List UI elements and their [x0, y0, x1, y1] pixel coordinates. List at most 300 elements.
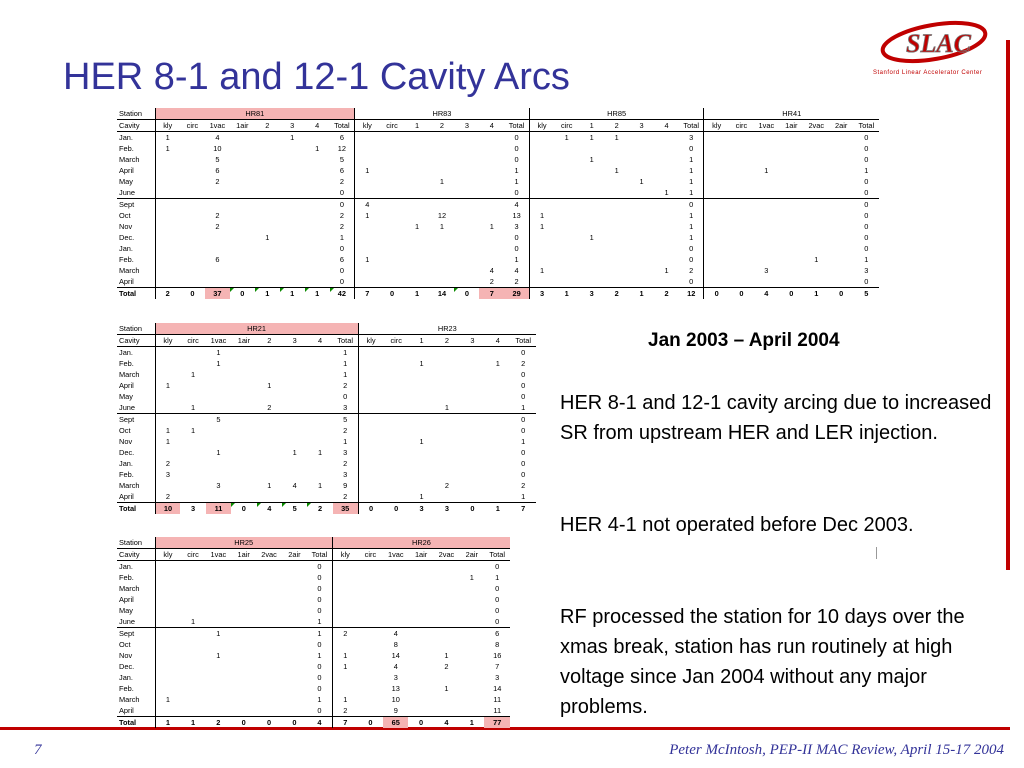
table-cell — [579, 221, 604, 232]
table-cell: 2 — [521, 359, 526, 368]
table-cell — [460, 458, 485, 469]
table-cell — [231, 705, 256, 717]
table-cell — [380, 132, 405, 144]
column-header: kly — [358, 335, 383, 347]
table-cell — [358, 358, 383, 369]
table-cell — [358, 447, 383, 458]
note-paragraph-1: HER 8-1 and 12-1 cavity arcing due to increased SR from upstream HER and LER injection. — [560, 392, 992, 444]
table-cell: 0 — [521, 348, 526, 357]
row-label: Feb. — [119, 359, 134, 368]
table-cell: 1 — [317, 629, 322, 638]
table-cell — [554, 265, 579, 276]
cavity-header-row — [117, 120, 879, 132]
row-label: Dec. — [119, 233, 135, 242]
table-cell — [155, 276, 180, 288]
table-cell — [155, 402, 180, 414]
table-cell — [230, 165, 255, 176]
table-cell — [255, 176, 280, 187]
table-cell: 0 — [689, 244, 694, 253]
total-cell: 3 — [434, 503, 459, 515]
table-cell — [155, 705, 180, 717]
table-cell: 3 — [764, 266, 769, 275]
table-cell — [729, 143, 754, 154]
table-cell: 0 — [689, 255, 694, 264]
table-cell — [604, 187, 629, 199]
station-row — [117, 537, 510, 549]
table-cell — [754, 254, 779, 265]
table-cell — [256, 616, 281, 628]
table-cell — [256, 561, 281, 573]
column-header: kly — [155, 335, 180, 347]
table-cell: 1 — [216, 629, 221, 638]
table-cell — [280, 176, 305, 187]
total-cell: 0 — [384, 503, 409, 515]
table-cell — [384, 480, 409, 491]
table-cell — [729, 154, 754, 165]
table-cell — [282, 583, 307, 594]
table-cell: 1 — [679, 187, 704, 199]
table-cell — [408, 639, 433, 650]
table-cell — [231, 661, 256, 672]
total-cell: 0 — [704, 288, 729, 300]
table-cell: 1 — [529, 210, 554, 221]
table-cell — [231, 469, 256, 480]
table-cell — [155, 391, 180, 402]
table-cell — [409, 480, 434, 491]
table-cell — [729, 254, 754, 265]
table-cell: 12 — [437, 211, 447, 220]
table-cell — [454, 143, 479, 154]
table-cell — [282, 347, 307, 359]
table-cell — [180, 458, 205, 469]
table-cell — [206, 683, 231, 694]
table-cell — [604, 210, 629, 221]
total-cell: 2 — [654, 288, 679, 300]
table-cell — [554, 276, 579, 288]
table-cell — [155, 414, 180, 426]
total-cell: 0 — [231, 503, 256, 515]
total-cell: 2 — [604, 288, 629, 300]
total-cell: 0 — [358, 717, 383, 729]
table-cell — [231, 672, 256, 683]
row-label: Sept — [119, 200, 135, 209]
table-cell — [779, 143, 804, 154]
table-cell — [434, 594, 459, 605]
table-cell: 1 — [191, 370, 196, 379]
table-cell — [280, 143, 305, 154]
table-cell: 2 — [332, 628, 357, 640]
table-cell — [409, 380, 434, 391]
table-cell — [257, 469, 282, 480]
table-cell: 0 — [521, 370, 526, 379]
accent-rule-vertical — [1006, 40, 1010, 570]
table-cell — [405, 165, 430, 176]
footer-text: Peter McIntosh, PEP-II MAC Review, April 15-17 2004 — [669, 742, 1004, 758]
table-cell — [654, 232, 679, 243]
table-cell — [231, 616, 256, 628]
table-cell — [729, 210, 754, 221]
table-cell — [460, 358, 485, 369]
column-header: 3 — [454, 120, 479, 132]
table-cell: 1 — [489, 222, 494, 231]
table-cell — [155, 605, 180, 616]
table-cell — [383, 583, 408, 594]
table-cell: 3 — [333, 402, 358, 414]
table-cell — [434, 447, 459, 458]
table-cell — [579, 254, 604, 265]
table-cell — [231, 458, 256, 469]
table-cell — [479, 132, 504, 144]
table-cell — [180, 358, 205, 369]
table-cell — [383, 605, 408, 616]
total-cell: 10 — [155, 503, 180, 515]
table-cell — [280, 154, 305, 165]
table-cell: 2 — [215, 177, 220, 186]
total-cell: 1 — [804, 288, 829, 300]
column-header: 4 — [485, 335, 510, 347]
table-cell — [383, 561, 408, 573]
row-label: May — [119, 177, 133, 186]
table-cell — [384, 469, 409, 480]
table-cell — [280, 221, 305, 232]
table-cell — [155, 154, 180, 165]
table-cell: 0 — [514, 133, 519, 142]
table-cell: 5 — [215, 155, 220, 164]
table-cell — [384, 447, 409, 458]
table-cell — [180, 705, 205, 717]
total-cell: 0 — [729, 288, 754, 300]
table-cell: 0 — [317, 562, 322, 571]
table-row — [117, 165, 879, 176]
table-cell — [804, 187, 829, 199]
table-cell — [155, 243, 180, 254]
total-cell: 2 — [206, 717, 231, 729]
column-header: Total — [510, 335, 536, 347]
table-cell — [729, 276, 754, 288]
table-cell — [155, 572, 180, 583]
table-cell — [231, 491, 256, 503]
table-cell — [829, 199, 854, 211]
table-cell: 1 — [529, 221, 554, 232]
table-cell: 0 — [864, 144, 869, 153]
table-cell: 3 — [864, 266, 869, 275]
column-header: circ — [358, 549, 383, 561]
table-cell: 1 — [689, 177, 694, 186]
table-cell — [256, 661, 281, 672]
table-cell — [257, 458, 282, 469]
total-cell: 4 — [307, 717, 332, 729]
table-cell — [358, 694, 383, 705]
table-cell: 4 — [215, 133, 220, 142]
total-row — [117, 288, 879, 300]
table-cell: 13 — [512, 211, 521, 220]
table-cell — [434, 705, 459, 717]
row-label: Oct — [119, 640, 131, 649]
row-label: March — [119, 584, 140, 593]
table-cell — [205, 232, 230, 243]
table-cell — [434, 672, 459, 683]
table-cell — [604, 276, 629, 288]
table-row — [117, 414, 536, 426]
table-cell — [804, 132, 829, 144]
table-row — [117, 276, 879, 288]
total-cell: 37 — [205, 288, 230, 300]
table-cell: 1 — [614, 166, 619, 175]
table-cell — [779, 276, 804, 288]
table-cell: 0 — [864, 233, 869, 242]
table-cell — [434, 369, 459, 380]
column-header: 2air — [829, 120, 854, 132]
table-cell — [155, 650, 180, 661]
row-label: March — [119, 266, 140, 275]
table-cell — [459, 661, 484, 672]
table-cell — [629, 154, 654, 165]
station-name-hr21: HR21 — [155, 323, 358, 335]
table-cell — [358, 369, 383, 380]
table-cell — [206, 639, 231, 650]
table-cell — [479, 154, 504, 165]
table-cell — [230, 176, 255, 187]
table-cell — [358, 436, 383, 447]
table-cell — [358, 380, 383, 391]
table-cell — [305, 210, 330, 221]
table-cell — [180, 491, 205, 503]
table-cell — [460, 491, 485, 503]
table-cell — [155, 594, 180, 605]
total-row — [117, 503, 536, 515]
table-cell: 0 — [521, 426, 526, 435]
table-cell — [554, 210, 579, 221]
table-cell — [409, 402, 434, 414]
table-cell — [280, 243, 305, 254]
table-cell — [779, 199, 804, 211]
table-cell — [155, 561, 180, 573]
table-cell — [529, 143, 554, 154]
table-cell — [180, 232, 205, 243]
total-label: Total — [117, 288, 155, 300]
table-cell — [358, 650, 383, 661]
station-name-hr41: HR41 — [704, 108, 879, 120]
table-cell — [604, 232, 629, 243]
table-cell — [554, 165, 579, 176]
table-cell — [629, 187, 654, 199]
row-label: May — [119, 606, 133, 615]
table-cell — [282, 369, 307, 380]
table-row — [117, 176, 879, 187]
table-cell — [206, 491, 231, 503]
column-header: kly — [704, 120, 729, 132]
table-cell — [355, 154, 380, 165]
table-cell — [479, 199, 504, 211]
table-row — [117, 594, 510, 605]
table-cell — [604, 221, 629, 232]
column-header: Total — [333, 335, 358, 347]
table-cell: 1 — [265, 233, 270, 242]
table-cell — [358, 628, 383, 640]
table-cell — [231, 639, 256, 650]
table-cell — [231, 694, 256, 705]
table-cell — [155, 639, 180, 650]
table-cell — [380, 154, 405, 165]
total-cell: 35 — [333, 503, 358, 515]
total-cell: 12 — [679, 288, 704, 300]
table-cell — [255, 187, 280, 199]
table-cell — [554, 143, 579, 154]
table-cell — [358, 572, 383, 583]
table-cell — [654, 276, 679, 288]
table-cell: 1 — [216, 651, 221, 660]
table-cell — [230, 154, 255, 165]
table-cell — [305, 276, 330, 288]
table-cell — [383, 572, 408, 583]
table-cell — [729, 132, 754, 144]
table-cell: 14 — [493, 684, 502, 693]
table-cell: 5 — [343, 415, 348, 424]
table-cell — [479, 143, 504, 154]
table-cell — [554, 199, 579, 211]
table-cell — [230, 276, 255, 288]
row-label: Feb. — [119, 684, 134, 693]
table-cell — [729, 187, 754, 199]
table-cell — [804, 176, 829, 187]
row-label: Dec. — [119, 662, 135, 671]
table-cell: 1 — [343, 359, 348, 368]
table-cell — [282, 358, 307, 369]
table-cell: 10 — [391, 695, 400, 704]
table-cell — [305, 165, 330, 176]
table-cell — [255, 154, 280, 165]
table-cell — [282, 469, 307, 480]
table-cell — [332, 583, 357, 594]
table-cell: 9 — [343, 481, 348, 490]
table-cell — [180, 694, 205, 705]
table-cell — [358, 705, 383, 717]
table-cell — [485, 491, 510, 503]
table-cell — [408, 694, 433, 705]
table-cell — [405, 154, 430, 165]
table-cell — [459, 628, 484, 640]
table-cell: 1 — [564, 133, 569, 142]
table-cell: 0 — [484, 616, 510, 628]
table-cell — [358, 469, 383, 480]
table-cell — [307, 469, 332, 480]
table-cell: 0 — [495, 562, 500, 571]
table-cell: 1 — [307, 616, 332, 628]
table-cell — [459, 705, 484, 717]
table-cell — [405, 276, 430, 288]
table-row — [117, 650, 510, 661]
table-cell: 1 — [155, 425, 180, 436]
table-cell: 0 — [317, 684, 322, 693]
table-cell: 1 — [664, 266, 669, 275]
table-cell — [231, 605, 256, 616]
table-cell — [405, 187, 430, 199]
table-cell — [206, 425, 231, 436]
table-cell — [629, 210, 654, 221]
table-cell — [231, 650, 256, 661]
table-cell — [729, 221, 754, 232]
table-row — [117, 639, 510, 650]
table-cell — [408, 683, 433, 694]
table-cell — [629, 143, 654, 154]
table-cell — [282, 705, 307, 717]
table-cell: 0 — [339, 244, 344, 253]
table-cell: 2 — [444, 481, 450, 490]
table-cell — [231, 594, 256, 605]
column-header: Total — [679, 120, 704, 132]
table-cell — [460, 480, 485, 491]
table-cell — [358, 414, 383, 426]
table-cell — [459, 639, 484, 650]
table-cell: 1 — [216, 448, 221, 457]
table-row — [117, 210, 879, 221]
row-label: March — [119, 695, 140, 704]
table-cell — [629, 243, 654, 254]
table-cell — [779, 132, 804, 144]
table-cell — [460, 347, 485, 359]
table-cell: 8 — [393, 640, 398, 649]
table-cell — [282, 650, 307, 661]
table-cell — [405, 210, 430, 221]
table-cell — [206, 694, 231, 705]
table-cell — [429, 154, 454, 165]
table-cell: 3 — [495, 673, 500, 682]
table-cell: 0 — [864, 277, 869, 286]
table-cell — [180, 380, 205, 391]
table-cell — [307, 491, 332, 503]
table-cell — [380, 176, 405, 187]
note-paragraph-2: HER 4-1 not operated before Dec 2003. — [560, 514, 914, 536]
column-header: 2 — [434, 335, 459, 347]
table-cell — [155, 210, 180, 221]
table-cell — [155, 265, 180, 276]
total-cell: 7 — [332, 717, 357, 729]
table-cell — [355, 221, 380, 232]
table-cell — [579, 176, 604, 187]
table-cell — [282, 458, 307, 469]
table-cell — [180, 561, 205, 573]
table-cell — [180, 650, 205, 661]
table-cell: 14 — [391, 651, 400, 660]
table-cell: 4 — [489, 266, 494, 275]
logo-subtitle: Stanford Linear Accelerator Center — [873, 70, 983, 76]
table-cell — [255, 210, 280, 221]
table-cell — [230, 254, 255, 265]
table-cell — [434, 628, 459, 640]
table-cell — [429, 276, 454, 288]
table-cell: 1 — [434, 402, 459, 414]
table-cell: 1 — [514, 177, 519, 186]
table-cell — [704, 154, 729, 165]
table-hr81-hr83-hr85-hr41 — [117, 108, 879, 299]
table-hr25-hr26 — [117, 537, 510, 728]
row-label: June — [117, 402, 155, 414]
table-cell — [256, 694, 281, 705]
table-cell — [231, 572, 256, 583]
table-cell — [729, 165, 754, 176]
table-cell — [460, 402, 485, 414]
table-row — [117, 391, 536, 402]
row-label: Jan. — [119, 562, 133, 571]
table-cell — [654, 165, 679, 176]
column-header: 2air — [459, 549, 484, 561]
table-cell — [405, 199, 430, 211]
table-cell — [206, 605, 231, 616]
column-header: kly — [155, 549, 180, 561]
table-cell: 1 — [589, 133, 594, 142]
table-cell — [231, 436, 256, 447]
table-cell — [829, 210, 854, 221]
